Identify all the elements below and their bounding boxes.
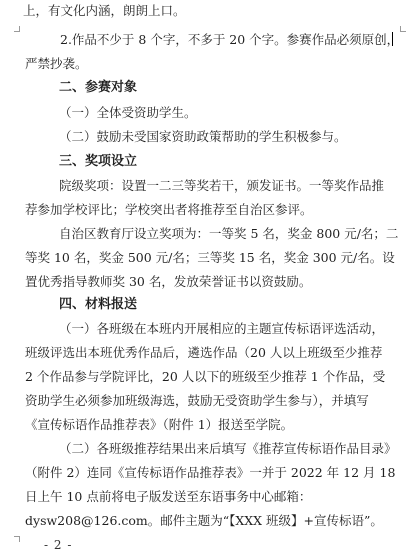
body-line: 严禁抄袭。: [25, 56, 88, 71]
section-heading: 二、参赛对象: [59, 80, 138, 95]
body-line: 等奖 10 名，奖金 500 元/名；三等奖 15 名，奖金 300 元/名。设: [25, 250, 395, 265]
body-line: 资助学生必须参加班级海选，鼓励无受资助学生参与），并填写: [25, 393, 369, 408]
body-line: 2 个作品参与学院评比，20 人以下的班级至少推荐 1 个作品，受: [25, 369, 386, 384]
body-line: （附件 2）连同《宣传标语作品推荐表》一并于 2022 年 12 月 18: [25, 465, 396, 480]
body-line: 《宣传标语作品推荐表》（附件 1）报送至学院。: [25, 417, 294, 432]
body-line: 自治区教育厅设立奖项为：一等奖 5 名，奖金 800 元/名；二: [59, 226, 399, 241]
body-line: （二）鼓励未受国家资助政策帮助的学生积极参与。: [59, 129, 347, 144]
body-line: （一）各班级在本班内开展相应的主题宣传标语评选活动，: [59, 321, 385, 336]
body-line: 日上午 10 点前将电子版发送至东语事务中心邮箱：: [25, 489, 312, 504]
bottom-left-crop-mark-icon: [14, 536, 20, 542]
section-heading: 四、材料报送: [59, 297, 138, 312]
body-line: dysw208@126.com。邮件主题为“【XXX 班级】+宣传标语”。: [25, 513, 383, 528]
body-line: （一）全体受资助学生。: [59, 105, 197, 120]
body-line: 班级评选出本班优秀作品后，遴选作品（20 人以上班级至少推荐: [25, 345, 383, 360]
body-line: 2.作品不少于 8 个字，不多于 20 个字。参赛作品必须原创，: [60, 32, 400, 47]
body-line: （二）各班级推荐结果出来后填写《推荐宣传标语作品目录》: [59, 441, 397, 456]
section-heading: 三、奖项设立: [59, 154, 138, 169]
page-number: - 2 -: [44, 538, 73, 552]
body-line: 上，有文化内涵，朗朗上口。: [23, 3, 186, 18]
top-left-crop-mark-icon: [14, 26, 20, 32]
body-line: 置优秀指导教师奖 30 名，发放荣誉证书以资鼓励。: [25, 274, 312, 289]
body-line: 荐参加学校评比；学校突出者将推荐至自治区参评。: [25, 202, 313, 217]
top-right-crop-mark-icon: [400, 26, 406, 32]
body-line: 院级奖项：设置一二三等奖若干，颁发证书。一等奖作品推: [59, 178, 385, 193]
